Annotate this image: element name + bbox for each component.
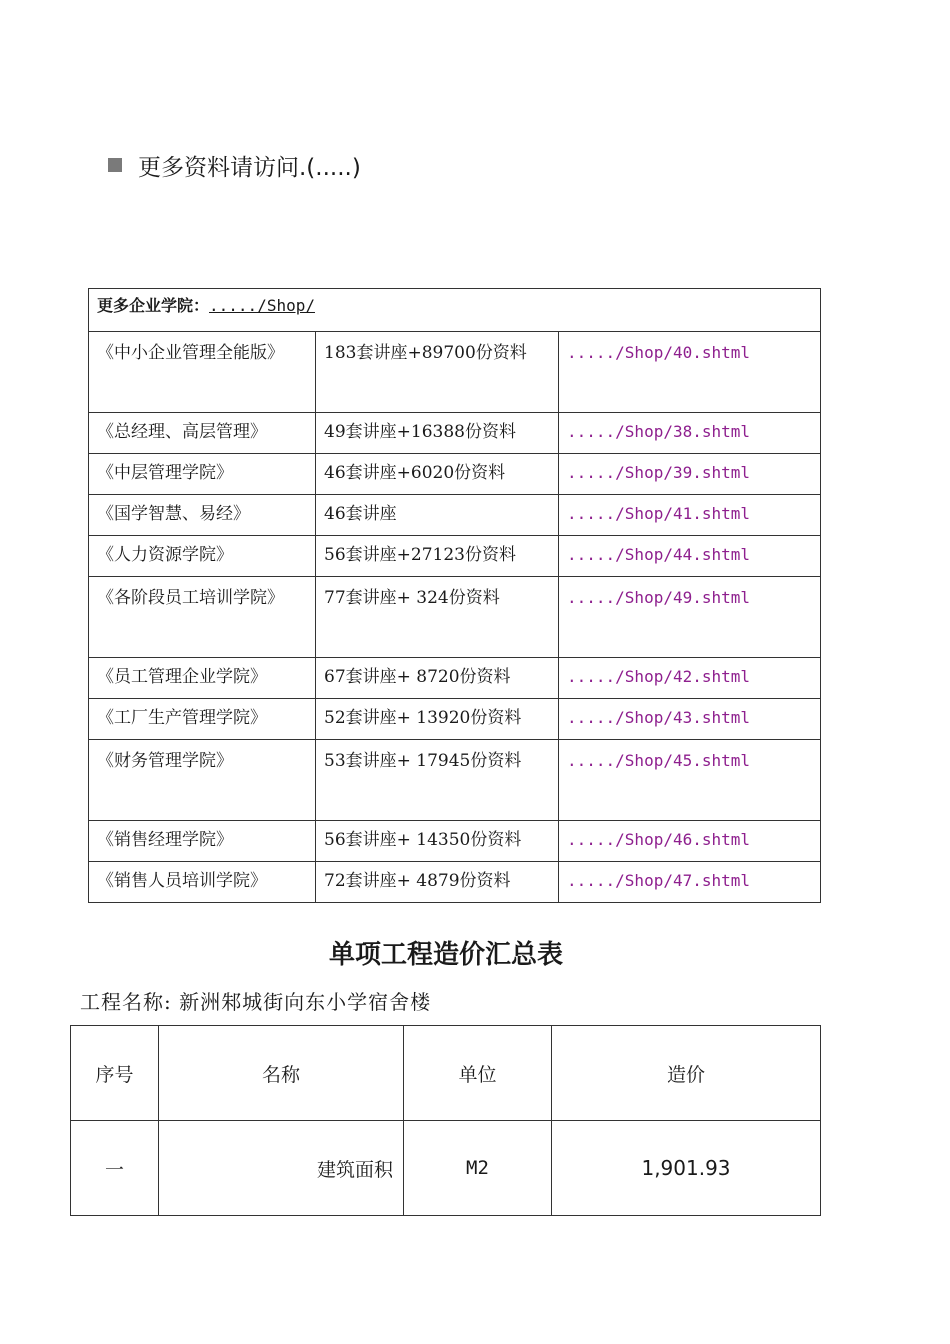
cost-table (70, 1025, 821, 1216)
academy-content: 56套讲座+27123份资料 (316, 536, 559, 577)
row-price: 1,901.93 (552, 1121, 821, 1216)
academy-name: 《总经理、高层管理》 (89, 413, 316, 454)
table-row (89, 821, 821, 862)
header-price: 造价 (552, 1026, 821, 1121)
table-row (89, 413, 821, 454)
table-row (89, 332, 821, 413)
academy-name: 《销售人员培训学院》 (89, 862, 316, 903)
table-row (89, 454, 821, 495)
academy-link[interactable]: ...../Shop/43.shtml (559, 699, 821, 740)
academy-name: 《工厂生产管理学院》 (89, 699, 316, 740)
academy-content: 46套讲座 (316, 495, 559, 536)
academy-content: 46套讲座+6020份资料 (316, 454, 559, 495)
academy-link[interactable]: ...../Shop/38.shtml (559, 413, 821, 454)
table-row (89, 658, 821, 699)
academy-header (89, 289, 821, 332)
table-row (89, 495, 821, 536)
academy-link[interactable]: ...../Shop/41.shtml (559, 495, 821, 536)
academy-content: 77套讲座+ 324份资料 (316, 577, 559, 658)
academy-link[interactable]: ...../Shop/46.shtml (559, 821, 821, 862)
row-no: 一 (71, 1121, 159, 1216)
academy-name: 《员工管理企业学院》 (89, 658, 316, 699)
table-row (89, 740, 821, 821)
academy-name: 《国学智慧、易经》 (89, 495, 316, 536)
academy-link[interactable]: ...../Shop/40.shtml (559, 332, 821, 413)
academy-link[interactable]: ...../Shop/45.shtml (559, 740, 821, 821)
academy-content: 52套讲座+ 13920份资料 (316, 699, 559, 740)
project-name: 工程名称: 新洲邾城街向东小学宿舍楼 (80, 990, 432, 1014)
academy-link[interactable]: ...../Shop/49.shtml (559, 577, 821, 658)
academy-link[interactable]: ...../Shop/44.shtml (559, 536, 821, 577)
academy-name: 《销售经理学院》 (89, 821, 316, 862)
academy-name: 《中层管理学院》 (89, 454, 316, 495)
academy-name: 《中小企业管理全能版》 (89, 332, 316, 413)
table-row (89, 862, 821, 903)
table-row (89, 577, 821, 658)
academy-content: 53套讲座+ 17945份资料 (316, 740, 559, 821)
header-name: 名称 (159, 1026, 404, 1121)
academy-name: 《人力资源学院》 (89, 536, 316, 577)
academy-content: 56套讲座+ 14350份资料 (316, 821, 559, 862)
academy-content: 49套讲座+16388份资料 (316, 413, 559, 454)
header-no: 序号 (71, 1026, 159, 1121)
notice-line (108, 148, 361, 182)
header-unit: 单位 (404, 1026, 552, 1121)
row-name: 建筑面积 (159, 1121, 404, 1216)
notice-text: 更多资料请访问.(.....) (138, 154, 361, 181)
table-row (89, 699, 821, 740)
academy-content: 67套讲座+ 8720份资料 (316, 658, 559, 699)
academy-content: 72套讲座+ 4879份资料 (316, 862, 559, 903)
academy-header-link[interactable]: ...../Shop/ (209, 296, 315, 315)
summary-title: 单项工程造价汇总表 (328, 940, 563, 970)
academy-content: 183套讲座+89700份资料 (316, 332, 559, 413)
academy-header-label: 更多企业学院： (97, 296, 210, 315)
academy-link[interactable]: ...../Shop/39.shtml (559, 454, 821, 495)
table-header-row (71, 1026, 821, 1121)
academy-link[interactable]: ...../Shop/42.shtml (559, 658, 821, 699)
square-bullet-icon (108, 158, 122, 172)
row-unit: M2 (404, 1121, 552, 1216)
academy-table (88, 288, 821, 903)
table-row (71, 1121, 821, 1216)
table-row (89, 536, 821, 577)
academy-name: 《财务管理学院》 (89, 740, 316, 821)
academy-name: 《各阶段员工培训学院》 (89, 577, 316, 658)
academy-link[interactable]: ...../Shop/47.shtml (559, 862, 821, 903)
